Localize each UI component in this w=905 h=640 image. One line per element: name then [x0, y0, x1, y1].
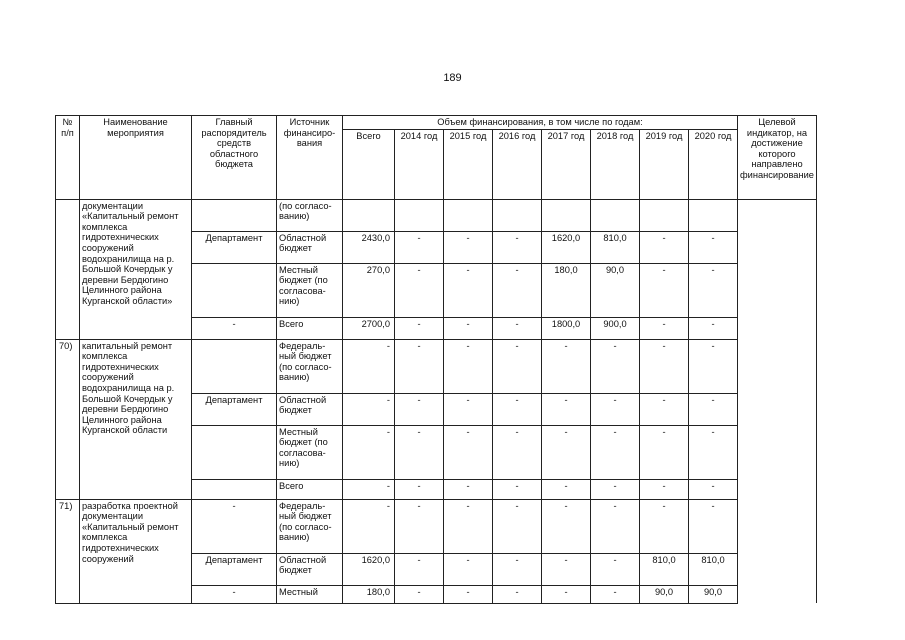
value-cell: -: [591, 479, 640, 499]
value-cell: [444, 199, 493, 231]
target-cell: [738, 339, 817, 393]
source-cell: (по согласо-ванию): [277, 199, 343, 231]
header-target: Целевой индикатор, на достижение которого направлено финансирование: [738, 116, 817, 200]
value-cell: [640, 199, 689, 231]
value-cell: -: [395, 393, 444, 425]
source-cell: Местный бюджет (по согласова-нию): [277, 263, 343, 317]
value-cell: -: [343, 339, 395, 393]
value-cell: 2430,0: [343, 231, 395, 263]
value-cell: 180,0: [343, 585, 395, 603]
table-row: [56, 339, 817, 393]
source-cell: Всего: [277, 317, 343, 339]
target-cell: [738, 479, 817, 499]
target-cell: [738, 553, 817, 585]
header-row: [56, 116, 817, 130]
value-cell: [689, 199, 738, 231]
value-cell: 2700,0: [343, 317, 395, 339]
target-cell: [738, 317, 817, 339]
target-cell: [738, 393, 817, 425]
value-cell: -: [444, 585, 493, 603]
value-cell: -: [542, 393, 591, 425]
value-cell: -: [689, 231, 738, 263]
value-cell: -: [591, 553, 640, 585]
measure-name: разработка проектной документации «Капитальный ремонт комплекса гидротехнических сооружений: [80, 499, 192, 603]
value-cell: [542, 199, 591, 231]
value-cell: -: [493, 393, 542, 425]
value-cell: 1620,0: [343, 553, 395, 585]
value-cell: -: [343, 499, 395, 553]
value-cell: -: [343, 425, 395, 479]
value-cell: -: [689, 425, 738, 479]
value-cell: -: [591, 499, 640, 553]
value-cell: 90,0: [591, 263, 640, 317]
value-cell: -: [395, 499, 444, 553]
table-row: [56, 199, 817, 231]
header-2016: 2016 год: [493, 129, 542, 199]
value-cell: -: [493, 499, 542, 553]
value-cell: -: [542, 425, 591, 479]
value-cell: -: [591, 393, 640, 425]
header-2015: 2015 год: [444, 129, 493, 199]
admin-cell: [192, 479, 277, 499]
row-number: 71): [56, 499, 80, 603]
source-cell: Областной бюджет: [277, 231, 343, 263]
admin-cell: [192, 339, 277, 393]
source-cell: Областной бюджет: [277, 393, 343, 425]
measure-name: документации «Капитальный ремонт комплекса гидротехнических сооружений водохранилища на р. Большой Кочердык у деревни Бердюгино Целинного района Курганской области»: [80, 199, 192, 339]
measure-name: капитальный ремонт комплекса гидротехнических сооружений водохранилища на р. Большой Кочердык у деревни Бердюгино Целинного района Курганской области: [80, 339, 192, 499]
table-body: [56, 199, 817, 603]
header-2014: 2014 год: [395, 129, 444, 199]
value-cell: 810,0: [689, 553, 738, 585]
value-cell: -: [542, 339, 591, 393]
value-cell: -: [689, 499, 738, 553]
header-2020: 2020 год: [689, 129, 738, 199]
value-cell: -: [493, 425, 542, 479]
value-cell: -: [444, 231, 493, 263]
value-cell: -: [640, 263, 689, 317]
value-cell: -: [444, 553, 493, 585]
header-2019: 2019 год: [640, 129, 689, 199]
value-cell: 270,0: [343, 263, 395, 317]
value-cell: -: [395, 339, 444, 393]
value-cell: [493, 199, 542, 231]
value-cell: 1620,0: [542, 231, 591, 263]
value-cell: -: [395, 263, 444, 317]
value-cell: -: [542, 585, 591, 603]
financing-table: [55, 115, 817, 604]
header-num: № п/п: [56, 116, 80, 200]
value-cell: -: [591, 585, 640, 603]
value-cell: -: [395, 317, 444, 339]
source-cell: Федераль-ный бюджет (по согласо-ванию): [277, 499, 343, 553]
header-2017: 2017 год: [542, 129, 591, 199]
header-admin: Главный распорядитель средств областного бюджета: [192, 116, 277, 200]
admin-cell: Департамент: [192, 553, 277, 585]
admin-cell: [192, 263, 277, 317]
value-cell: 810,0: [640, 553, 689, 585]
value-cell: -: [444, 479, 493, 499]
header-source: Источник финансиро-вания: [277, 116, 343, 200]
value-cell: [343, 199, 395, 231]
value-cell: -: [640, 231, 689, 263]
value-cell: -: [395, 553, 444, 585]
value-cell: 90,0: [640, 585, 689, 603]
value-cell: -: [395, 425, 444, 479]
value-cell: -: [542, 553, 591, 585]
value-cell: -: [640, 499, 689, 553]
value-cell: -: [444, 317, 493, 339]
admin-cell: [192, 199, 277, 231]
value-cell: -: [395, 585, 444, 603]
target-cell: [738, 425, 817, 479]
value-cell: -: [343, 393, 395, 425]
admin-cell: Департамент: [192, 393, 277, 425]
value-cell: -: [591, 339, 640, 393]
value-cell: -: [395, 479, 444, 499]
value-cell: -: [689, 393, 738, 425]
value-cell: 900,0: [591, 317, 640, 339]
value-cell: -: [493, 263, 542, 317]
value-cell: -: [493, 479, 542, 499]
value-cell: [591, 199, 640, 231]
page-number: 189: [443, 72, 462, 84]
row-number: [56, 199, 80, 339]
value-cell: [395, 199, 444, 231]
header-name: Наименование мероприятия: [80, 116, 192, 200]
value-cell: -: [395, 231, 444, 263]
value-cell: -: [640, 317, 689, 339]
value-cell: -: [493, 553, 542, 585]
value-cell: -: [640, 339, 689, 393]
value-cell: -: [493, 317, 542, 339]
value-cell: -: [689, 317, 738, 339]
header-volume: Объем финансирования, в том числе по годам:: [343, 116, 738, 130]
row-number: 70): [56, 339, 80, 499]
source-cell: Местный: [277, 585, 343, 603]
source-cell: Местный бюджет (по согласова-нию): [277, 425, 343, 479]
value-cell: -: [542, 479, 591, 499]
value-cell: -: [640, 393, 689, 425]
source-cell: Федераль-ный бюджет (по согласо-ванию): [277, 339, 343, 393]
value-cell: 810,0: [591, 231, 640, 263]
target-cell: [738, 263, 817, 317]
value-cell: -: [493, 231, 542, 263]
value-cell: -: [444, 425, 493, 479]
admin-cell: -: [192, 585, 277, 603]
value-cell: -: [493, 339, 542, 393]
admin-cell: Департамент: [192, 231, 277, 263]
value-cell: -: [640, 425, 689, 479]
value-cell: -: [343, 479, 395, 499]
value-cell: -: [591, 425, 640, 479]
target-cell: [738, 199, 817, 231]
admin-cell: -: [192, 499, 277, 553]
value-cell: -: [542, 499, 591, 553]
admin-cell: -: [192, 317, 277, 339]
value-cell: -: [689, 263, 738, 317]
value-cell: -: [444, 393, 493, 425]
value-cell: -: [493, 585, 542, 603]
value-cell: -: [640, 479, 689, 499]
value-cell: -: [444, 499, 493, 553]
value-cell: 90,0: [689, 585, 738, 603]
header-total: Всего: [343, 129, 395, 199]
target-cell: [738, 585, 817, 603]
header-2018: 2018 год: [591, 129, 640, 199]
value-cell: -: [444, 339, 493, 393]
table-row: [56, 499, 817, 553]
target-cell: [738, 499, 817, 553]
value-cell: -: [689, 479, 738, 499]
value-cell: 180,0: [542, 263, 591, 317]
value-cell: 1800,0: [542, 317, 591, 339]
value-cell: -: [689, 339, 738, 393]
source-cell: Областной бюджет: [277, 553, 343, 585]
admin-cell: [192, 425, 277, 479]
value-cell: -: [444, 263, 493, 317]
source-cell: Всего: [277, 479, 343, 499]
target-cell: [738, 231, 817, 263]
